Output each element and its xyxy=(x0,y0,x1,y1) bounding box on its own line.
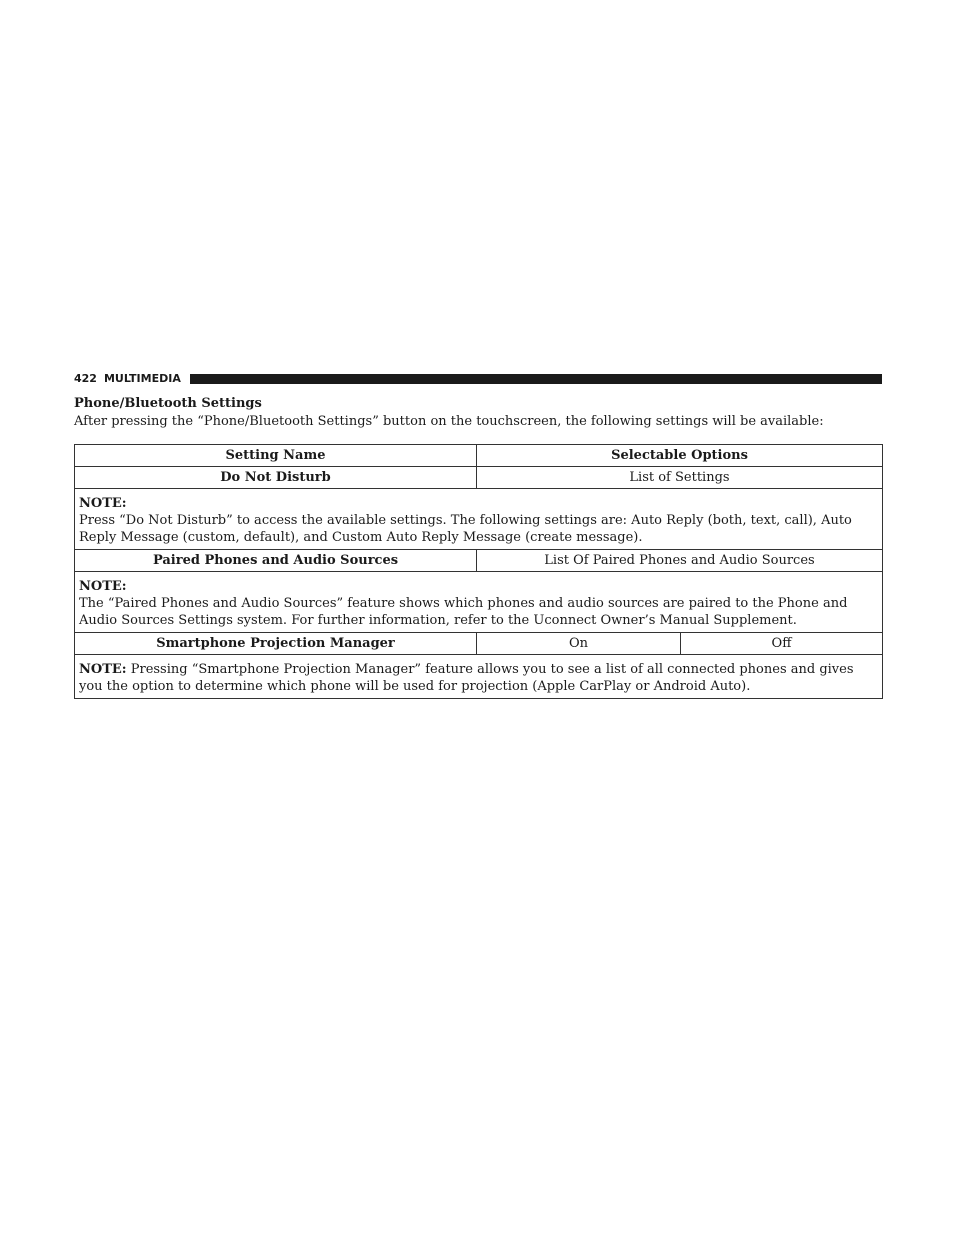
option-list-of-settings: List of Settings xyxy=(477,467,883,489)
setting-name-paired-phones: Paired Phones and Audio Sources xyxy=(75,550,477,572)
note-text-line: Audio Sources Settings system. For further information, refer to the Uconnect Owner’s Manual Supplement. xyxy=(79,613,797,628)
note-do-not-disturb xyxy=(75,489,883,550)
note-text-line: Reply Message (custom, default), and Custom Auto Reply Message (create message). xyxy=(79,530,643,545)
section-heading: Phone/Bluetooth Settings xyxy=(74,396,262,411)
section-name: MULTIMEDIA xyxy=(103,372,181,385)
note-text-line xyxy=(79,661,878,678)
header-rule xyxy=(190,374,882,384)
header-setting-name: Setting Name xyxy=(75,445,477,467)
settings-table xyxy=(74,444,883,699)
note-text: Pressing “Smartphone Projection Manager” feature allows you to see a list of all connected phones and gives xyxy=(130,662,854,677)
table-row xyxy=(75,633,883,655)
page-header xyxy=(74,372,882,386)
note-label: NOTE: xyxy=(79,579,127,594)
page-number: 422 xyxy=(74,372,97,385)
table-header-row xyxy=(75,445,883,467)
note-text-line: The “Paired Phones and Audio Sources” feature shows which phones and audio sources are paired to the Phone and xyxy=(79,596,848,611)
setting-name-do-not-disturb: Do Not Disturb xyxy=(75,467,477,489)
intro-paragraph: After pressing the “Phone/Bluetooth Settings” button on the touchscreen, the following settings will be available: xyxy=(74,414,824,429)
note-row xyxy=(75,489,883,550)
table-row xyxy=(75,467,883,489)
note-row xyxy=(75,572,883,633)
note-smartphone-projection xyxy=(75,655,883,699)
setting-name-smartphone-projection: Smartphone Projection Manager xyxy=(75,633,477,655)
note-label: NOTE: xyxy=(79,496,127,511)
note-row xyxy=(75,655,883,699)
option-off: Off xyxy=(681,633,883,655)
note-text-line: you the option to determine which phone will be used for projection (Apple CarPlay or Android Auto). xyxy=(79,679,751,694)
option-paired-phones-list: List Of Paired Phones and Audio Sources xyxy=(477,550,883,572)
option-on: On xyxy=(477,633,681,655)
note-paired-phones xyxy=(75,572,883,633)
table-row xyxy=(75,550,883,572)
note-text-line: Press “Do Not Disturb” to access the available settings. The following settings are: Auto Reply (both, text, call), Auto xyxy=(79,513,852,528)
note-label: NOTE: xyxy=(79,662,127,677)
header-selectable-options: Selectable Options xyxy=(477,445,883,467)
